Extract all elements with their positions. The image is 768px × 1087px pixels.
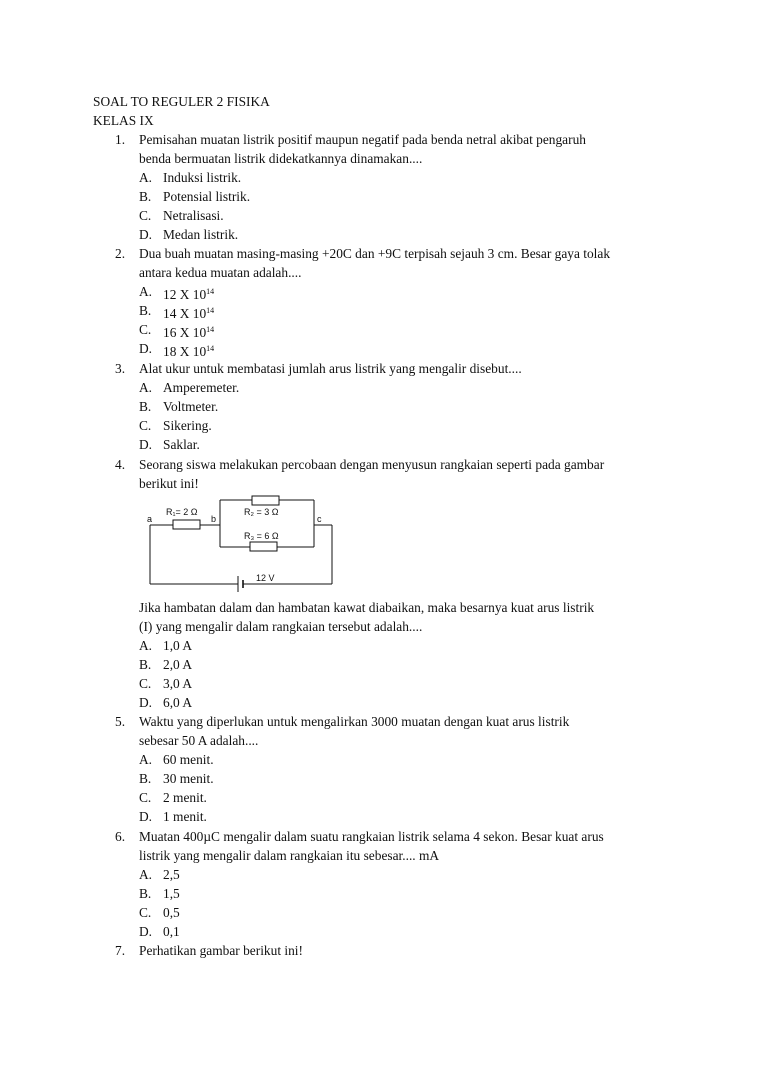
option-text: 0,1: [163, 924, 180, 939]
question-number: 7.: [115, 943, 126, 958]
option-base: 16 X 10: [163, 325, 207, 340]
r3-label: R₃ = 6 Ω: [244, 531, 279, 541]
option-text: [163, 340, 214, 361]
option-letter: B.: [139, 771, 152, 786]
option-letter: B.: [139, 399, 152, 414]
question-text: benda bermuatan listrik didekatkannya dinamakan....: [139, 151, 423, 166]
option-exponent: 14: [206, 325, 215, 334]
source-label: 12 V: [256, 573, 275, 583]
option-letter: D.: [139, 809, 153, 824]
option-letter: D.: [139, 341, 153, 356]
option-letter: A.: [139, 380, 153, 395]
option-letter: D.: [139, 695, 153, 710]
option-letter: C.: [139, 322, 152, 337]
question-number: 2.: [115, 246, 126, 261]
option-letter: C.: [139, 208, 152, 223]
question-number: 4.: [115, 457, 126, 472]
option-text: Netralisasi.: [163, 208, 224, 223]
question-text: Perhatikan gambar berikut ini!: [139, 943, 303, 958]
option-text: [163, 321, 214, 342]
option-letter: C.: [139, 905, 152, 920]
option-letter: C.: [139, 676, 152, 691]
class-label: KELAS IX: [93, 113, 154, 128]
question-number: 1.: [115, 132, 126, 147]
question-text: sebesar 50 A adalah....: [139, 733, 259, 748]
option-letter: A.: [139, 284, 153, 299]
question-text: berikut ini!: [139, 476, 199, 491]
question-number: 6.: [115, 829, 126, 844]
option-text: 3,0 A: [163, 676, 193, 691]
option-text: 0,5: [163, 905, 180, 920]
option-base: 18 X 10: [163, 344, 207, 359]
option-text: Voltmeter.: [163, 399, 219, 414]
doc-title: SOAL TO REGULER 2 FISIKA: [93, 94, 270, 109]
option-text: Sikering.: [163, 418, 212, 433]
option-text: Saklar.: [163, 437, 200, 452]
node-a-label: a: [147, 514, 153, 524]
option-letter: B.: [139, 189, 152, 204]
option-text: 2,5: [163, 867, 180, 882]
question-text: Waktu yang diperlukan untuk mengalirkan 3000 muatan dengan kuat arus listrik: [139, 714, 570, 729]
option-letter: B.: [139, 303, 152, 318]
option-letter: A.: [139, 752, 153, 767]
option-text: Induksi listrik.: [163, 170, 242, 185]
option-text: [163, 283, 214, 304]
option-text: Medan listrik.: [163, 227, 239, 242]
question-text: Alat ukur untuk membatasi jumlah arus listrik yang mengalir disebut....: [139, 361, 522, 376]
resistor-r1: [173, 520, 200, 529]
question-text: listrik yang mengalir dalam rangkaian itu sebesar.... mA: [139, 848, 440, 863]
option-text: 2,0 A: [163, 657, 193, 672]
resistor-r2: [252, 496, 279, 505]
option-letter: B.: [139, 886, 152, 901]
option-text: 2 menit.: [163, 790, 207, 805]
option-text: 1,0 A: [163, 638, 193, 653]
question-text: (I) yang mengalir dalam rangkaian tersebut adalah....: [139, 619, 423, 634]
question-text: Pemisahan muatan listrik positif maupun negatif pada benda netral akibat pengaruh: [139, 132, 586, 147]
option-text: 6,0 A: [163, 695, 193, 710]
option-text: 60 menit.: [163, 752, 214, 767]
question-number: 5.: [115, 714, 126, 729]
question-text: Muatan 400µC mengalir dalam suatu rangkaian listrik selama 4 sekon. Besar kuat arus: [139, 829, 604, 844]
question-text: Seorang siswa melakukan percobaan dengan menyusun rangkaian seperti pada gambar: [139, 457, 605, 472]
resistor-r3: [250, 542, 277, 551]
node-c-label: c: [317, 514, 322, 524]
option-text: [163, 302, 214, 323]
option-exponent: 14: [206, 306, 215, 315]
option-letter: C.: [139, 418, 152, 433]
node-b-label: b: [211, 514, 217, 524]
r2-label: R₂ = 3 Ω: [244, 507, 279, 517]
option-base: 14 X 10: [163, 306, 207, 321]
option-exponent: 14: [206, 287, 215, 296]
question-text: antara kedua muatan adalah....: [139, 265, 302, 280]
option-letter: D.: [139, 227, 153, 242]
circuit-diagram: [140, 494, 340, 592]
option-text: Amperemeter.: [163, 380, 240, 395]
option-letter: D.: [139, 924, 153, 939]
question-text: Jika hambatan dalam dan hambatan kawat diabaikan, maka besarnya kuat arus listrik: [139, 600, 595, 615]
option-base: 12 X 10: [163, 287, 207, 302]
option-text: Potensial listrik.: [163, 189, 251, 204]
option-letter: A.: [139, 638, 153, 653]
option-letter: A.: [139, 867, 153, 882]
option-letter: B.: [139, 657, 152, 672]
option-text: 1,5: [163, 886, 180, 901]
option-text: 30 menit.: [163, 771, 214, 786]
question-number: 3.: [115, 361, 126, 376]
option-text: 1 menit.: [163, 809, 207, 824]
option-exponent: 14: [206, 344, 215, 353]
r1-label: R₁= 2 Ω: [166, 507, 198, 517]
option-letter: D.: [139, 437, 153, 452]
question-text: Dua buah muatan masing-masing +20C dan +9C terpisah sejauh 3 cm. Besar gaya tolak: [139, 246, 611, 261]
option-letter: A.: [139, 170, 153, 185]
option-letter: C.: [139, 790, 152, 805]
